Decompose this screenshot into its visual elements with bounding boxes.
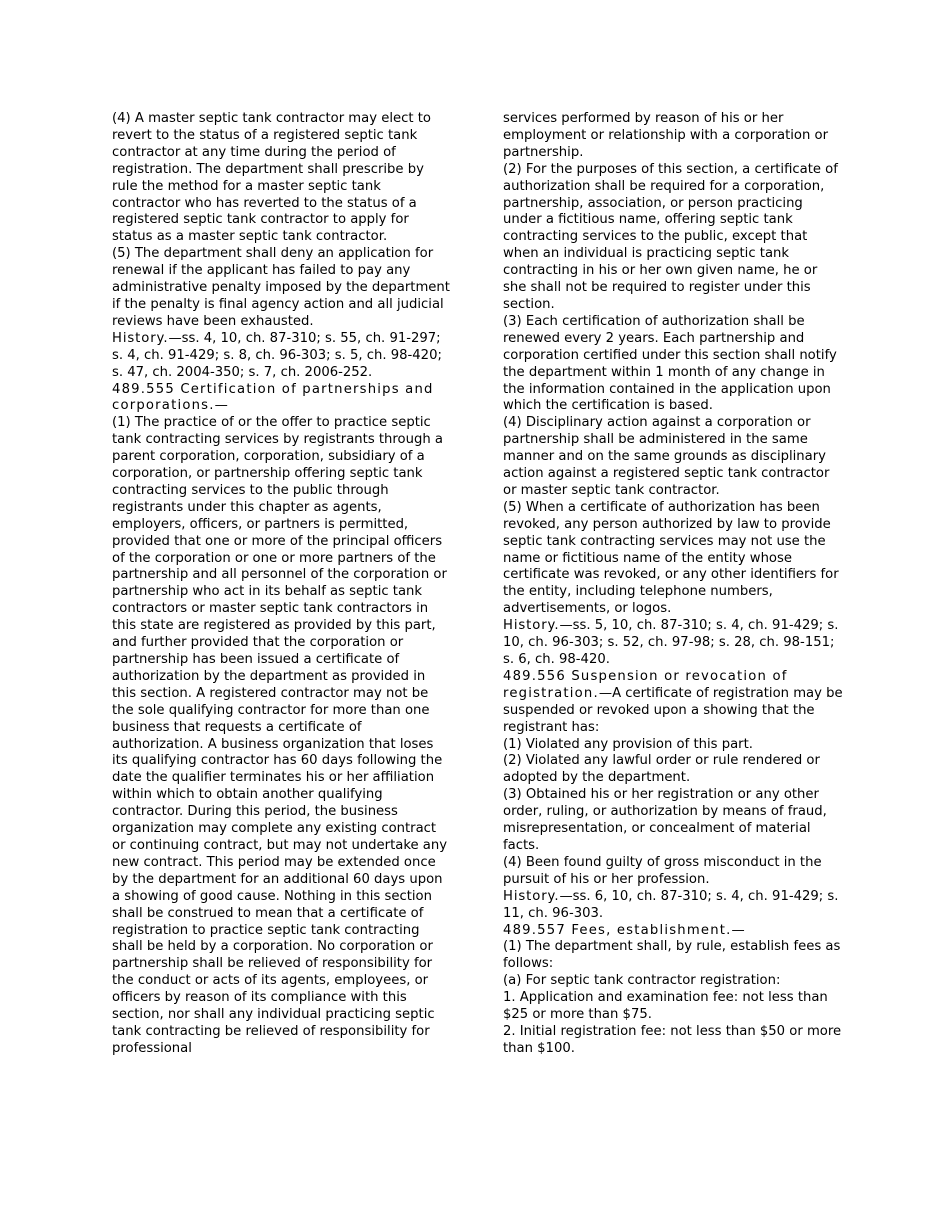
- section-heading-489-555: [112, 382, 452, 416]
- paragraph-1-violated-provision: (1) Violated any provision of this part.: [503, 736, 753, 752]
- section-label: 489.556 Suspension or revocation of registration.: [503, 668, 788, 701]
- history-text: —ss. 5, 10, ch. 87-310; s. 4, ch. 91-429; s. 10, ch. 96-303; s. 52, ch. 97-98; s. 28, ch. 98-151; s. 6, ch. 98-420.: [503, 618, 839, 667]
- history-note: [112, 331, 452, 382]
- item-2-initial-fee: 2. Initial registration fee: not less than $50 or more than $100.: [503, 1023, 842, 1056]
- left-column: [112, 111, 452, 1058]
- paragraph-5-deny-renewal: (5) The department shall deny an application for renewal if the applicant has failed to pay any administrative penalty imposed by the department if the penalty is final agency action and all judicial reviews have been exhausted.: [112, 246, 450, 329]
- right-column: [503, 111, 843, 1058]
- item-1-application-fee: 1. Application and examination fee: not less than $25 or more than $75.: [503, 990, 828, 1023]
- paragraph-4-master-contractor: (4) A master septic tank contractor may elect to revert to the status of a registered septic tank contractor at any time during the period of registration. The department shall prescribe by rule the method for a master septic tank contractor who has reverted to the status of a registered septic tank contractor to apply for status as a master septic tank contractor.: [112, 111, 431, 245]
- history-text: —ss. 4, 10, ch. 87-310; s. 55, ch. 91-297; s. 4, ch. 91-429; s. 8, ch. 96-303; s. 5, ch. 98-420; s. 47, ch. 2004-350; s. 7, ch. 2006-252.: [112, 330, 442, 380]
- section-text: —A certificate of registration may be suspended or revoked upon a showing that the registrant has:: [503, 685, 843, 735]
- paragraph-2-violated-order: (2) Violated any lawful order or rule rendered or adopted by the department.: [503, 753, 820, 786]
- history-note: [503, 889, 843, 923]
- section-heading-489-557: [503, 923, 843, 940]
- paragraph-a-registration: (a) For septic tank contractor registration:: [503, 973, 781, 989]
- section-text: —: [214, 398, 228, 414]
- paragraph-4-disciplinary: (4) Disciplinary action against a corporation or partnership shall be administered in the same manner and on the same grounds as disciplinary action against a registered septic tank contractor or master septic tank contractor.: [503, 415, 830, 498]
- paragraph-3-renewal: (3) Each certification of authorization shall be renewed every 2 years. Each partnership and corporation certified under this section shall notify the department within 1 month of any change in the information contained in the application upon which the certification is based.: [503, 313, 837, 414]
- paragraph-continuation: services performed by reason of his or her employment or relationship with a corporation or partnership.: [503, 111, 829, 160]
- paragraph-2-certificate-required: (2) For the purposes of this section, a certificate of authorization shall be required for a corporation, partnership, association, or person practicing under a fictitious name, offering septic tank contracting services to the public, except that when an individual is practicing septic tank contracting in his or her own given name, he or she shall not be required to register under this section.: [503, 161, 838, 312]
- history-label: History.: [503, 888, 560, 904]
- paragraph-1-practice: (1) The practice of or the offer to practice septic tank contracting services by registrants through a parent corporation, corporation, subsidiary of a corporation, or partnership offering septic tank contracting services to the public through registrants under this chapter as agents, employers, officers, or partners is permitted, provided that one or more of the principal officers of the corporation or one or more partners of the partnership and all personnel of the corporation or partnership who act in its behalf as septic tank contractors or master septic tank contractors in this state are registered as provided by this part, and further provided that the corporation or partnership has been issued a certificate of authorization by the department as provided in this section. A registered contractor may not be the sole qualifying contractor for more than one business that requests a certificate of authorization. A business organization that loses its qualifying contractor has 60 days following the date the qualifier terminates his or her affiliation within which to obtain another qualifying contractor. During this period, the business organization may complete any existing contract or continuing contract, but may not undertake any new contract. This period may be extended once by the department for an additional 60 days upon a showing of good cause. Nothing in this section shall be construed to mean that a certificate of registration to practice septic tank contracting shall be held by a corporation. No corporation or partnership shall be relieved of responsibility for the conduct or acts of its agents, employees, or officers by reason of its compliance with this section, nor shall any individual practicing septic tank contracting be relieved of responsibility for professional: [112, 415, 448, 1056]
- section-label: 489.555 Certification of partnerships and corporations.: [112, 381, 434, 414]
- section-heading-489-556: [503, 669, 843, 737]
- section-label: 489.557 Fees, establishment.: [503, 922, 732, 938]
- paragraph-3-fraud: (3) Obtained his or her registration or any other order, ruling, or authorization by means of fraud, misrepresentation, or concealment of material facts.: [503, 787, 827, 853]
- history-note: [503, 618, 843, 669]
- history-label: History.: [503, 618, 560, 634]
- history-label: History.: [112, 330, 169, 346]
- section-text: —: [731, 922, 745, 938]
- paragraph-4-misconduct: (4) Been found guilty of gross misconduct in the pursuit of his or her profession.: [503, 854, 822, 887]
- history-text: —ss. 6, 10, ch. 87-310; s. 4, ch. 91-429; s. 11, ch. 96-303.: [503, 888, 839, 921]
- paragraph-5-revoked: (5) When a certificate of authorization has been revoked, any person authorized by law to provide septic tank contracting services may not use the name or fictitious name of the entity whose certificate was revoked, or any other identifiers for the entity, including telephone numbers, advertisements, or logos.: [503, 499, 839, 617]
- paragraph-1-fees: (1) The department shall, by rule, establish fees as follows:: [503, 939, 841, 972]
